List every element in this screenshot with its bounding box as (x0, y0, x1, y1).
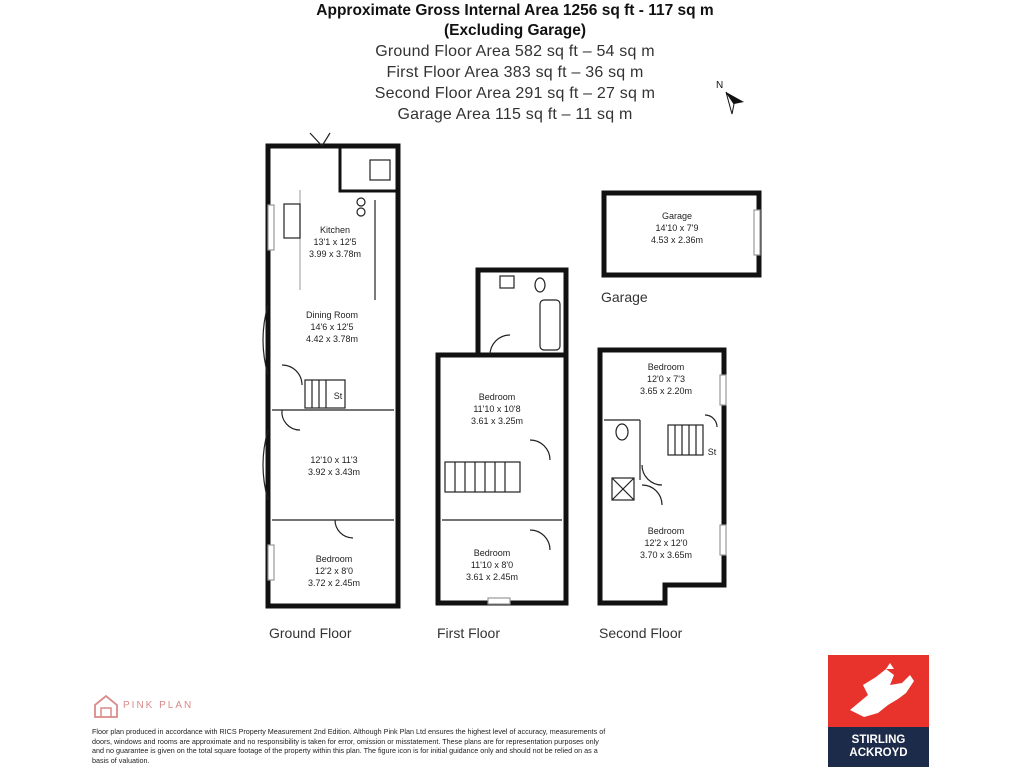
ground-floor-area: Ground Floor Area 582 sq ft – 54 sq m (375, 43, 655, 60)
ground-bedroom-name: Bedroom (315, 554, 353, 564)
first-bedroom1-imperial: 11'10 x 10'8 (473, 404, 521, 414)
agent-logo-red (828, 655, 929, 727)
garage-area: Garage Area 115 sq ft – 11 sq m (397, 106, 633, 123)
kitchen-imperial: 13'1 x 12'5 (313, 237, 357, 247)
first-bedroom1-metric: 3.61 x 3.25m (470, 416, 524, 426)
garage-metric: 4.53 x 2.36m (650, 235, 704, 245)
disclaimer-text: Floor plan produced in accordance with RICS Property Measurement 2nd Edition. Although Pink Plan Ltd ensures the highest level of accuracy, measurements of doors, windows and rooms are approximate and no responsibility is taken for error, omission or misstatement. These plans are for representation purposes only and no guarantee is given on the total square footage of the property within this plan. The figure icon is for initial guidance only and should not be relied on as a basis of valuation. (92, 727, 606, 765)
ground-bedroom-metric: 3.72 x 2.45m (307, 578, 361, 588)
second-bedroom2-name: Bedroom (647, 526, 685, 536)
first-floor-area: First Floor Area 383 sq ft – 36 sq m (386, 64, 644, 81)
griffin-icon (828, 655, 929, 727)
second-bedroom2-metric: 3.70 x 3.65m (639, 550, 693, 560)
agent-name-line2: ACKROYD (849, 747, 908, 759)
first-bedroom2-imperial: 11'10 x 8'0 (470, 560, 514, 570)
second-bedroom1-name: Bedroom (647, 362, 685, 372)
agent-name-line1: STIRLING (851, 734, 906, 746)
first-bedroom2-metric: 3.61 x 2.45m (465, 572, 519, 582)
dining-metric: 4.42 x 3.78m (305, 334, 359, 344)
kitchen-name: Kitchen (319, 225, 351, 235)
garage-plan (604, 193, 760, 275)
agent-logo-text (828, 727, 929, 767)
pinkplan-brand: PINK PLAN (123, 700, 194, 711)
ground-floor-label: Ground Floor (269, 625, 352, 641)
garage-imperial: 14'10 x 7'9 (655, 223, 699, 233)
second-floor-area: Second Floor Area 291 sq ft – 27 sq m (374, 85, 656, 102)
area-subtitle: (Excluding Garage) (443, 22, 587, 39)
reception-imperial: 12'10 x 11'3 (310, 455, 358, 465)
reception-metric: 3.92 x 3.43m (307, 467, 361, 477)
store-second: St (707, 447, 717, 457)
kitchen-metric: 3.99 x 3.78m (308, 249, 362, 259)
first-bedroom1-name: Bedroom (478, 392, 516, 402)
first-floor-label: First Floor (437, 625, 500, 641)
second-bedroom1-imperial: 12'0 x 7'3 (647, 374, 685, 384)
ground-floor-plan (263, 133, 398, 606)
store-ground: St (333, 391, 343, 401)
ground-bedroom-imperial: 12'2 x 8'0 (315, 566, 353, 576)
garage-name: Garage (661, 211, 693, 221)
area-title: Approximate Gross Internal Area 1256 sq ft - 117 sq m (316, 2, 714, 19)
first-bedroom2-name: Bedroom (473, 548, 511, 558)
agent-logo (828, 655, 929, 767)
dining-imperial: 14'6 x 12'5 (310, 322, 354, 332)
dining-name: Dining Room (305, 310, 359, 320)
second-bedroom2-imperial: 12'2 x 12'0 (644, 538, 688, 548)
second-bedroom1-metric: 3.65 x 2.20m (639, 386, 693, 396)
north-label: N (716, 80, 724, 91)
second-floor-label: Second Floor (599, 625, 683, 641)
garage-label: Garage (601, 289, 648, 305)
